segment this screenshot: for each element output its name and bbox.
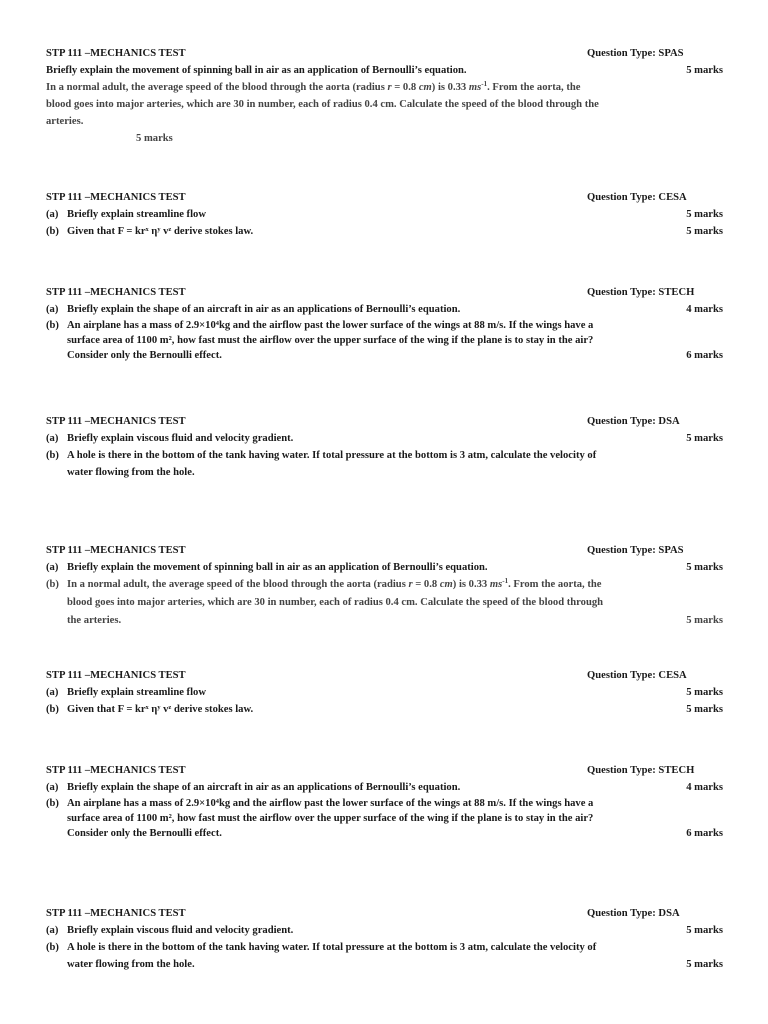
question-block-stech-1 [46,284,723,363]
block-header [46,542,723,559]
question-text-line: Consider only the Bernoulli effect. [67,828,222,839]
question-item-b [46,701,723,718]
marks-label: 5 marks [686,925,723,936]
question-text: Given that F = krˣ ηʸ vᶻ derive stokes law. [67,226,254,237]
item-label: (a) [46,687,59,698]
question-type: Question Type: STECH [587,287,695,298]
question-text: Briefly explain streamline flow [67,687,206,698]
question-text-line: surface area of 1100 m², how fast must the airflow over the upper surface of the wing if the plane is to stay in the air? [67,335,594,346]
marks-label: 5 marks [686,704,723,715]
question-block-cesa-2 [46,667,723,718]
marks-label: 6 marks [686,828,723,839]
question-text-line: A hole is there in the bottom of the tank having water. If total pressure at the bottom is 3 atm, calculate the velocity of [67,942,597,953]
question-paragraph [46,79,723,147]
question-type: Question Type: DSA [587,908,680,919]
question-item-a [46,922,723,939]
item-label: (a) [46,562,59,573]
question-type: Question Type: SPAS [587,48,684,59]
item-label: (a) [46,433,59,444]
block-header [46,189,723,206]
question-type: Question Type: CESA [587,670,687,681]
block-header [46,905,723,922]
item-label: (b) [46,798,59,809]
item-label: (b) [46,579,59,590]
question-text-line: water flowing from the hole. [67,959,195,970]
marks-label: 5 marks [686,562,723,573]
marks-label: 6 marks [686,350,723,361]
marks-label: 5 marks [686,959,723,970]
question-item-a [46,301,723,318]
question-item-a [46,206,723,223]
marks-label: 5 marks [686,615,723,626]
question-text: Briefly explain the movement of spinning ball in air as an application of Bernoulli’s equation. [46,65,467,76]
question-type: Question Type: CESA [587,192,687,203]
question-text-line: An airplane has a mass of 2.9×10⁴kg and the airflow past the lower surface of the wings at 88 m/s. If the wings have a [67,320,594,331]
question-item-a [46,684,723,701]
question-text: Briefly explain streamline flow [67,209,206,220]
question-item-a [46,559,723,576]
item-label: (b) [46,320,59,331]
marks-label: 5 marks [686,433,723,444]
item-label: (a) [46,304,59,315]
block-header [46,413,723,430]
question-block-spas-2 [46,542,723,630]
course-title: STP 111 –MECHANICS TEST [46,670,186,681]
paragraph-line: In a normal adult, the average speed of the blood through the aorta (radius r = 0.8 cm) is 0.33 $ms^{-1}$. From the aorta, the [46,80,581,93]
question-text-line: In a normal adult, the average speed of the blood through the aorta (radius r = 0.8 cm) is 0.33 $ms^{-1}$. From the aorta, the [67,577,602,590]
course-title: STP 111 –MECHANICS TEST [46,416,186,427]
question-text: Briefly explain viscous fluid and velocity gradient. [67,925,294,936]
item-label: (b) [46,226,59,237]
block-header [46,667,723,684]
block-header [46,284,723,301]
question-text: Briefly explain the shape of an aircraft in air as an applications of Bernoulli’s equation. [67,782,461,793]
marks-label: 4 marks [686,304,723,315]
question-text: Briefly explain the movement of spinning ball in air as an application of Bernoulli’s equation. [67,562,488,573]
block-header [46,762,723,779]
question-text-line: An airplane has a mass of 2.9×10⁴kg and the airflow past the lower surface of the wings at 88 m/s. If the wings have a [67,798,594,809]
item-label: (b) [46,450,59,461]
marks-label: 4 marks [686,782,723,793]
question-text-line: blood goes into major arteries, which are 30 in number, each of radius 0.4 cm. Calculate the speed of the blood through [67,597,604,608]
question-text-line: A hole is there in the bottom of the tank having water. If total pressure at the bottom is 3 atm, calculate the velocity of [67,450,597,461]
question-text: Given that F = krˣ ηʸ vᶻ derive stokes law. [67,704,254,715]
block-header [46,45,723,62]
paragraph-line: arteries. [46,116,84,127]
question-item-b [46,223,723,240]
question-block-dsa-1 [46,413,723,481]
item-label: (a) [46,925,59,936]
course-title: STP 111 –MECHANICS TEST [46,48,186,59]
question-item-a [46,430,723,447]
course-title: STP 111 –MECHANICS TEST [46,192,186,203]
question-block-spas-1 [46,45,723,147]
question-text-line: the arteries. [67,615,122,626]
question-type: Question Type: STECH [587,765,695,776]
question-block-dsa-2 [46,905,723,973]
course-title: STP 111 –MECHANICS TEST [46,908,186,919]
course-title: STP 111 –MECHANICS TEST [46,765,186,776]
question-block-cesa-1 [46,189,723,240]
marks-label: 5 marks [686,65,723,76]
question-text-line: Consider only the Bernoulli effect. [67,350,222,361]
course-title: STP 111 –MECHANICS TEST [46,545,186,556]
marks-label: 5 marks [686,209,723,220]
marks-label: 5 marks [686,226,723,237]
question-text: Briefly explain the shape of an aircraft in air as an applications of Bernoulli’s equation. [67,304,461,315]
marks-label: 5 marks [686,687,723,698]
item-label: (a) [46,782,59,793]
question-item-b [46,447,723,481]
item-label: (b) [46,704,59,715]
question-item-b [46,939,723,973]
marks-label: 5 marks [136,133,173,144]
question-item-b [46,576,723,630]
question-type: Question Type: SPAS [587,545,684,556]
question-text-line: water flowing from the hole. [67,467,195,478]
paragraph-line: blood goes into major arteries, which are 30 in number, each of radius 0.4 cm. Calculate the speed of the blood through the [46,99,599,110]
item-label: (b) [46,942,59,953]
question-item-b [46,318,723,363]
course-title: STP 111 –MECHANICS TEST [46,287,186,298]
question-item-b [46,796,723,841]
question-row [46,62,723,79]
question-item-a [46,779,723,796]
question-block-stech-2 [46,762,723,841]
question-text-line: surface area of 1100 m², how fast must the airflow over the upper surface of the wing if the plane is to stay in the air? [67,813,594,824]
question-type: Question Type: DSA [587,416,680,427]
item-label: (a) [46,209,59,220]
question-text: Briefly explain viscous fluid and velocity gradient. [67,433,294,444]
